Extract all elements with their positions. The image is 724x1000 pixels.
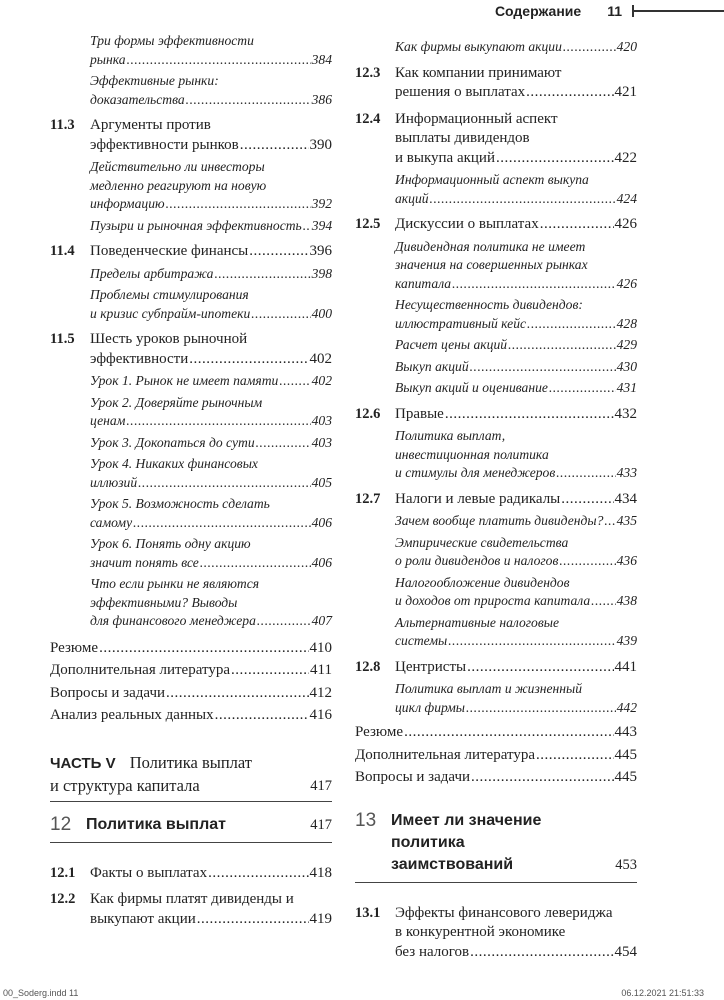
entry-page: 442 bbox=[616, 699, 637, 715]
leader-dots bbox=[200, 554, 311, 573]
section-number: 12.7 bbox=[355, 490, 381, 507]
entry-page: 443 bbox=[614, 724, 637, 740]
entry-title-line: Эмпирические свидетельства bbox=[395, 534, 569, 550]
entry-page: 398 bbox=[311, 265, 332, 281]
entry-page: 410 bbox=[309, 639, 332, 656]
entry-title-line: Налогообложение дивидендов bbox=[395, 574, 570, 590]
entry-title-line: Действительно ли инвесторы bbox=[90, 159, 265, 174]
part-title-line-2: и структура капитала bbox=[50, 775, 200, 795]
leader-dots bbox=[240, 136, 309, 156]
toc-section bbox=[50, 242, 332, 262]
entry-title: для финансового менеджера bbox=[90, 613, 256, 628]
entry-title: Резюме bbox=[50, 639, 99, 656]
entry-page: 434 bbox=[614, 490, 637, 507]
entry-title-line: Политика выплат, bbox=[395, 428, 506, 443]
toc-subsection bbox=[355, 427, 637, 483]
entry-title: Факты о выплатах bbox=[90, 864, 208, 881]
section-number: 12.2 bbox=[50, 891, 76, 907]
entry-title-line: медленно реагируют на новую bbox=[90, 177, 267, 193]
leader-dots bbox=[189, 350, 308, 370]
leader-dots bbox=[563, 38, 616, 57]
toc-group bbox=[355, 723, 637, 788]
entry-title-line: Несущественность дивидендов: bbox=[395, 297, 583, 312]
leader-dots bbox=[471, 768, 613, 788]
toc-subsection bbox=[355, 574, 637, 611]
part-title-line-1: Политика выплат bbox=[129, 752, 253, 772]
toc-group bbox=[355, 490, 637, 510]
toc-section bbox=[355, 215, 637, 235]
entry-page: 421 bbox=[614, 84, 637, 100]
leader-dots bbox=[166, 195, 311, 214]
toc-group bbox=[50, 372, 332, 631]
entry-page: 386 bbox=[311, 91, 332, 107]
entry-page: 384 bbox=[311, 51, 332, 67]
entry-title-line: значения на совершенных рынках bbox=[395, 257, 588, 272]
entry-title-line: Дивидендная политика не имеет bbox=[395, 238, 586, 254]
entry-title-line: Аргументы против bbox=[90, 117, 211, 133]
entry-page: 439 bbox=[616, 633, 637, 648]
toc-subsection bbox=[355, 336, 637, 355]
leader-dots bbox=[430, 190, 616, 209]
toc-group bbox=[355, 904, 637, 963]
entry-page: 420 bbox=[616, 39, 637, 54]
entry-title: и доходов от прироста капитала bbox=[395, 593, 591, 608]
entry-title: Дискуссии о выплатах bbox=[395, 216, 539, 232]
leader-dots bbox=[133, 514, 310, 533]
entry-title: Вопросы и задачи bbox=[50, 684, 166, 701]
entry-title: Вопросы и задачи bbox=[355, 769, 471, 785]
leader-dots bbox=[197, 910, 309, 930]
entry-title-line: Политика выплат и жизненный bbox=[395, 681, 583, 696]
section-number: 12.5 bbox=[355, 216, 381, 232]
section-number: 12.8 bbox=[355, 658, 381, 675]
section-number: 12.3 bbox=[355, 64, 381, 81]
entry-page: 422 bbox=[614, 149, 637, 166]
toc-group bbox=[50, 330, 332, 369]
footer-file: 00_Soderg.indd 11 bbox=[3, 988, 79, 998]
entry-page: 430 bbox=[616, 358, 637, 374]
entry-page: 426 bbox=[616, 275, 637, 291]
entry-title-line: Три формы эффективности bbox=[90, 33, 254, 48]
chapter-number: 13 bbox=[355, 809, 377, 831]
chapter-page: 453 bbox=[615, 856, 637, 873]
toc-subsection bbox=[50, 265, 332, 284]
entry-title-line: инвестиционная политика bbox=[395, 446, 549, 462]
entry-title-line: Как компании принимают bbox=[395, 64, 562, 81]
leader-dots bbox=[452, 275, 616, 294]
toc-section bbox=[50, 330, 332, 369]
leader-dots bbox=[527, 315, 616, 334]
leader-dots bbox=[604, 512, 615, 531]
entry-page: 426 bbox=[614, 216, 637, 232]
leader-dots bbox=[540, 215, 614, 235]
entry-page: 406 bbox=[311, 514, 332, 530]
section-number: 12.4 bbox=[355, 110, 381, 127]
entry-title: иллюзий bbox=[90, 474, 138, 490]
entry-title-line: выплаты дивидендов bbox=[395, 130, 530, 146]
leader-dots bbox=[303, 217, 311, 236]
entry-title-line: Проблемы стимулирования bbox=[90, 287, 249, 302]
leader-dots bbox=[215, 706, 309, 726]
toc-group bbox=[50, 242, 332, 262]
entry-title: акций bbox=[395, 190, 429, 206]
entry-page: 445 bbox=[614, 769, 637, 785]
leader-dots bbox=[496, 149, 614, 169]
section-number: 11.4 bbox=[50, 243, 75, 259]
entry-title: Как фирмы выкупают акции bbox=[395, 39, 562, 54]
leader-dots bbox=[536, 746, 614, 766]
leader-dots bbox=[214, 265, 310, 284]
toc-group bbox=[355, 238, 637, 398]
entry-page: 411 bbox=[310, 662, 332, 678]
chapter-title-line-1: Имеет ли значение политика bbox=[391, 811, 542, 851]
entry-title: Расчет цены акций bbox=[395, 337, 508, 352]
entry-title-line: Альтернативные налоговые bbox=[395, 614, 559, 630]
entry-title: Поведенческие финансы bbox=[90, 243, 249, 259]
toc-group bbox=[50, 639, 332, 726]
chapter-heading bbox=[355, 810, 637, 883]
entry-title: цикл фирмы bbox=[395, 699, 465, 715]
entry-title: без налогов bbox=[395, 943, 470, 960]
toc-group bbox=[50, 32, 332, 109]
toc-subsection bbox=[50, 434, 332, 453]
toc-subsection bbox=[50, 158, 332, 214]
leader-dots bbox=[404, 723, 613, 743]
leader-dots bbox=[279, 372, 310, 391]
leader-dots bbox=[127, 51, 311, 70]
toc-subsection bbox=[50, 286, 332, 323]
entry-title: Зачем вообще платить дивиденды? bbox=[395, 513, 604, 528]
toc-entry bbox=[50, 706, 332, 726]
toc-section bbox=[355, 64, 637, 103]
entry-page: 433 bbox=[616, 465, 637, 480]
toc-subsection bbox=[50, 217, 332, 236]
leader-dots bbox=[208, 864, 308, 884]
toc-group bbox=[50, 864, 332, 930]
toc-group bbox=[355, 38, 637, 57]
entry-page: 418 bbox=[309, 864, 332, 881]
entry-title: решения о выплатах bbox=[395, 84, 526, 100]
leader-dots bbox=[526, 83, 613, 103]
toc-group bbox=[355, 512, 637, 651]
toc-column-left bbox=[50, 32, 332, 932]
toc-section bbox=[50, 864, 332, 884]
toc-section bbox=[50, 116, 332, 155]
entry-page: 445 bbox=[614, 746, 637, 763]
toc-group bbox=[355, 658, 637, 678]
page-number: 11 bbox=[607, 3, 622, 19]
leader-dots bbox=[99, 639, 308, 659]
entry-title-line: Шесть уроков рыночной bbox=[90, 331, 248, 347]
entry-title-line: Что если рынки не являются bbox=[90, 576, 260, 591]
chapter-title: Политика выплат bbox=[86, 815, 226, 833]
section-number: 13.1 bbox=[355, 904, 381, 921]
toc-subsection bbox=[355, 358, 637, 377]
entry-page: 435 bbox=[616, 513, 637, 528]
section-number: 12.1 bbox=[50, 864, 76, 881]
entry-page: 402 bbox=[309, 350, 332, 367]
toc-subsection bbox=[50, 495, 332, 532]
entry-title: Урок 1. Рынок не имеет памяти bbox=[90, 373, 279, 388]
toc-entry bbox=[355, 723, 637, 743]
entry-page: 394 bbox=[311, 217, 333, 233]
entry-page: 412 bbox=[309, 684, 332, 701]
entry-title: Правые bbox=[395, 405, 444, 422]
section-number: 11.5 bbox=[50, 331, 75, 347]
leader-dots bbox=[256, 434, 311, 453]
toc-subsection bbox=[355, 614, 637, 651]
chapter-heading bbox=[50, 814, 332, 843]
entry-title: рынка bbox=[90, 51, 126, 67]
toc-subsection bbox=[50, 72, 332, 109]
entry-page: 403 bbox=[311, 413, 332, 428]
leader-dots bbox=[138, 474, 310, 493]
toc-subsection bbox=[50, 535, 332, 572]
toc-group bbox=[355, 215, 637, 235]
section-number: 11.3 bbox=[50, 117, 75, 133]
entry-title: выкупают акции bbox=[90, 910, 196, 927]
toc-subsection bbox=[50, 32, 332, 69]
entry-title-line: Как фирмы платят дивиденды и bbox=[90, 891, 294, 907]
entry-page: 405 bbox=[311, 474, 332, 490]
entry-title: Анализ реальных данных bbox=[50, 707, 214, 723]
entry-title: и кризис субпрайм-ипотеки bbox=[90, 305, 251, 321]
entry-title: иллюстративный кейс bbox=[395, 315, 527, 331]
entry-page: 441 bbox=[614, 658, 637, 675]
entry-title-line: в конкурентной экономике bbox=[395, 924, 566, 940]
leader-dots bbox=[257, 612, 311, 631]
toc-subsection bbox=[355, 379, 637, 398]
entry-page: 436 bbox=[616, 553, 637, 568]
toc-subsection bbox=[355, 512, 637, 531]
entry-title: эффективности bbox=[90, 350, 189, 367]
chapter-title-line-2: заимствований bbox=[391, 855, 514, 873]
toc-entry bbox=[355, 768, 637, 788]
toc-subsection bbox=[50, 394, 332, 431]
entry-title-line: Урок 5. Возможность сделать bbox=[90, 496, 270, 511]
toc-column-right bbox=[355, 38, 637, 965]
running-header-title: Содержание bbox=[494, 3, 582, 19]
leader-dots bbox=[559, 552, 615, 571]
header-rule bbox=[632, 10, 724, 12]
chapter-page: 417 bbox=[310, 816, 332, 833]
toc-section bbox=[355, 658, 637, 678]
chapter-title bbox=[391, 810, 615, 876]
entry-title: Дополнительная литература bbox=[50, 662, 230, 678]
entry-title: Налоги и левые радикалы bbox=[395, 490, 561, 507]
leader-dots bbox=[448, 632, 615, 651]
leader-dots bbox=[549, 379, 616, 398]
entry-title: Дополнительная литература bbox=[355, 746, 535, 763]
toc-entry bbox=[50, 684, 332, 704]
leader-dots bbox=[126, 412, 310, 431]
entry-page: 454 bbox=[614, 943, 637, 960]
toc-subsection bbox=[50, 372, 332, 391]
toc-subsection bbox=[355, 534, 637, 571]
leader-dots bbox=[251, 305, 310, 324]
entry-title: Пределы арбитража bbox=[90, 265, 214, 281]
entry-title-line: Эффекты финансового левериджа bbox=[395, 904, 613, 921]
toc-section bbox=[355, 904, 637, 963]
entry-title: эффективности рынков bbox=[90, 136, 239, 153]
entry-page: 402 bbox=[311, 373, 332, 388]
toc-group bbox=[355, 405, 637, 425]
toc-section bbox=[355, 405, 637, 425]
entry-page: 403 bbox=[311, 434, 332, 450]
entry-page: 392 bbox=[311, 196, 332, 211]
toc-group bbox=[355, 427, 637, 483]
leader-dots bbox=[556, 464, 615, 483]
entry-title: капитала bbox=[395, 275, 452, 291]
entry-page: 390 bbox=[309, 136, 332, 153]
toc-group bbox=[355, 110, 637, 169]
toc-subsection bbox=[50, 455, 332, 492]
chapter-number: 12 bbox=[50, 813, 72, 835]
entry-page: 431 bbox=[616, 380, 637, 395]
entry-page: 406 bbox=[311, 554, 332, 570]
entry-page: 429 bbox=[616, 337, 637, 352]
running-header bbox=[495, 0, 724, 22]
toc-subsection bbox=[355, 171, 637, 208]
entry-page: 396 bbox=[309, 243, 332, 259]
toc-section bbox=[355, 490, 637, 510]
section-number: 12.6 bbox=[355, 405, 381, 422]
entry-title-line: Эффективные рынки: bbox=[90, 73, 219, 88]
entry-title: Пузыри и рыночная эффективность bbox=[90, 217, 302, 233]
leader-dots bbox=[231, 661, 309, 681]
toc-group bbox=[355, 171, 637, 208]
entry-title: ценам bbox=[90, 413, 126, 428]
toc-subsection bbox=[355, 238, 637, 294]
entry-page: 416 bbox=[309, 707, 332, 723]
entry-title: о роли дивидендов и налогов bbox=[395, 553, 559, 568]
entry-page: 432 bbox=[614, 405, 637, 422]
toc-entry bbox=[50, 661, 332, 681]
toc-entry bbox=[355, 746, 637, 766]
entry-page: 438 bbox=[616, 593, 637, 608]
entry-title: и стимулы для менеджеров bbox=[395, 465, 556, 480]
entry-title-line: Урок 2. Доверяйте рыночным bbox=[90, 394, 263, 410]
toc-subsection bbox=[355, 38, 637, 57]
entry-title-line: Урок 6. Понять одну акцию bbox=[90, 536, 251, 551]
leader-dots bbox=[467, 658, 613, 678]
leader-dots bbox=[470, 358, 616, 377]
toc-subsection bbox=[50, 575, 332, 631]
toc-section bbox=[355, 110, 637, 169]
entry-title: Центристы bbox=[395, 658, 467, 675]
leader-dots bbox=[470, 943, 613, 963]
entry-title: и выкупа акций bbox=[395, 149, 495, 166]
entry-page: 428 bbox=[616, 315, 637, 331]
toc-group bbox=[355, 680, 637, 717]
leader-dots bbox=[445, 405, 614, 425]
leader-dots bbox=[508, 336, 616, 355]
entry-title: Урок 3. Докопаться до сути bbox=[90, 434, 255, 450]
entry-title-line: Информационный аспект выкупа bbox=[395, 172, 589, 187]
toc-section bbox=[50, 890, 332, 929]
leader-dots bbox=[249, 242, 308, 262]
entry-title: Выкуп акций bbox=[395, 358, 469, 374]
entry-title-line: эффективными? Выводы bbox=[90, 594, 238, 610]
toc-subsection bbox=[355, 296, 637, 333]
entry-title: информацию bbox=[90, 196, 165, 211]
footer-timestamp: 06.12.2021 21:51:33 bbox=[621, 988, 704, 998]
leader-dots bbox=[166, 684, 308, 704]
entry-page: 419 bbox=[309, 910, 332, 927]
leader-dots bbox=[466, 699, 616, 718]
leader-dots bbox=[561, 490, 613, 510]
part-page: 417 bbox=[310, 777, 332, 794]
entry-page: 407 bbox=[311, 613, 332, 628]
toc-group bbox=[50, 116, 332, 155]
entry-title: самому bbox=[90, 514, 133, 530]
part-heading bbox=[50, 752, 332, 802]
entry-title-line: Информационный аспект bbox=[395, 110, 558, 127]
toc-group bbox=[355, 64, 637, 103]
toc-entry bbox=[50, 639, 332, 659]
entry-title: Резюме bbox=[355, 724, 404, 740]
entry-title: доказательства bbox=[90, 91, 185, 107]
entry-title-line: Урок 4. Никаких финансовых bbox=[90, 456, 258, 471]
entry-title: значит понять все bbox=[90, 554, 199, 570]
entry-page: 400 bbox=[311, 305, 332, 321]
toc-group bbox=[50, 265, 332, 324]
toc-group bbox=[50, 158, 332, 235]
entry-title: системы bbox=[395, 633, 448, 648]
toc-subsection bbox=[355, 680, 637, 717]
leader-dots bbox=[186, 91, 311, 110]
entry-page: 424 bbox=[616, 190, 637, 206]
entry-title: Выкуп акций и оценивание bbox=[395, 380, 548, 395]
part-label: ЧАСТЬ V bbox=[50, 754, 116, 772]
leader-dots bbox=[591, 592, 615, 611]
